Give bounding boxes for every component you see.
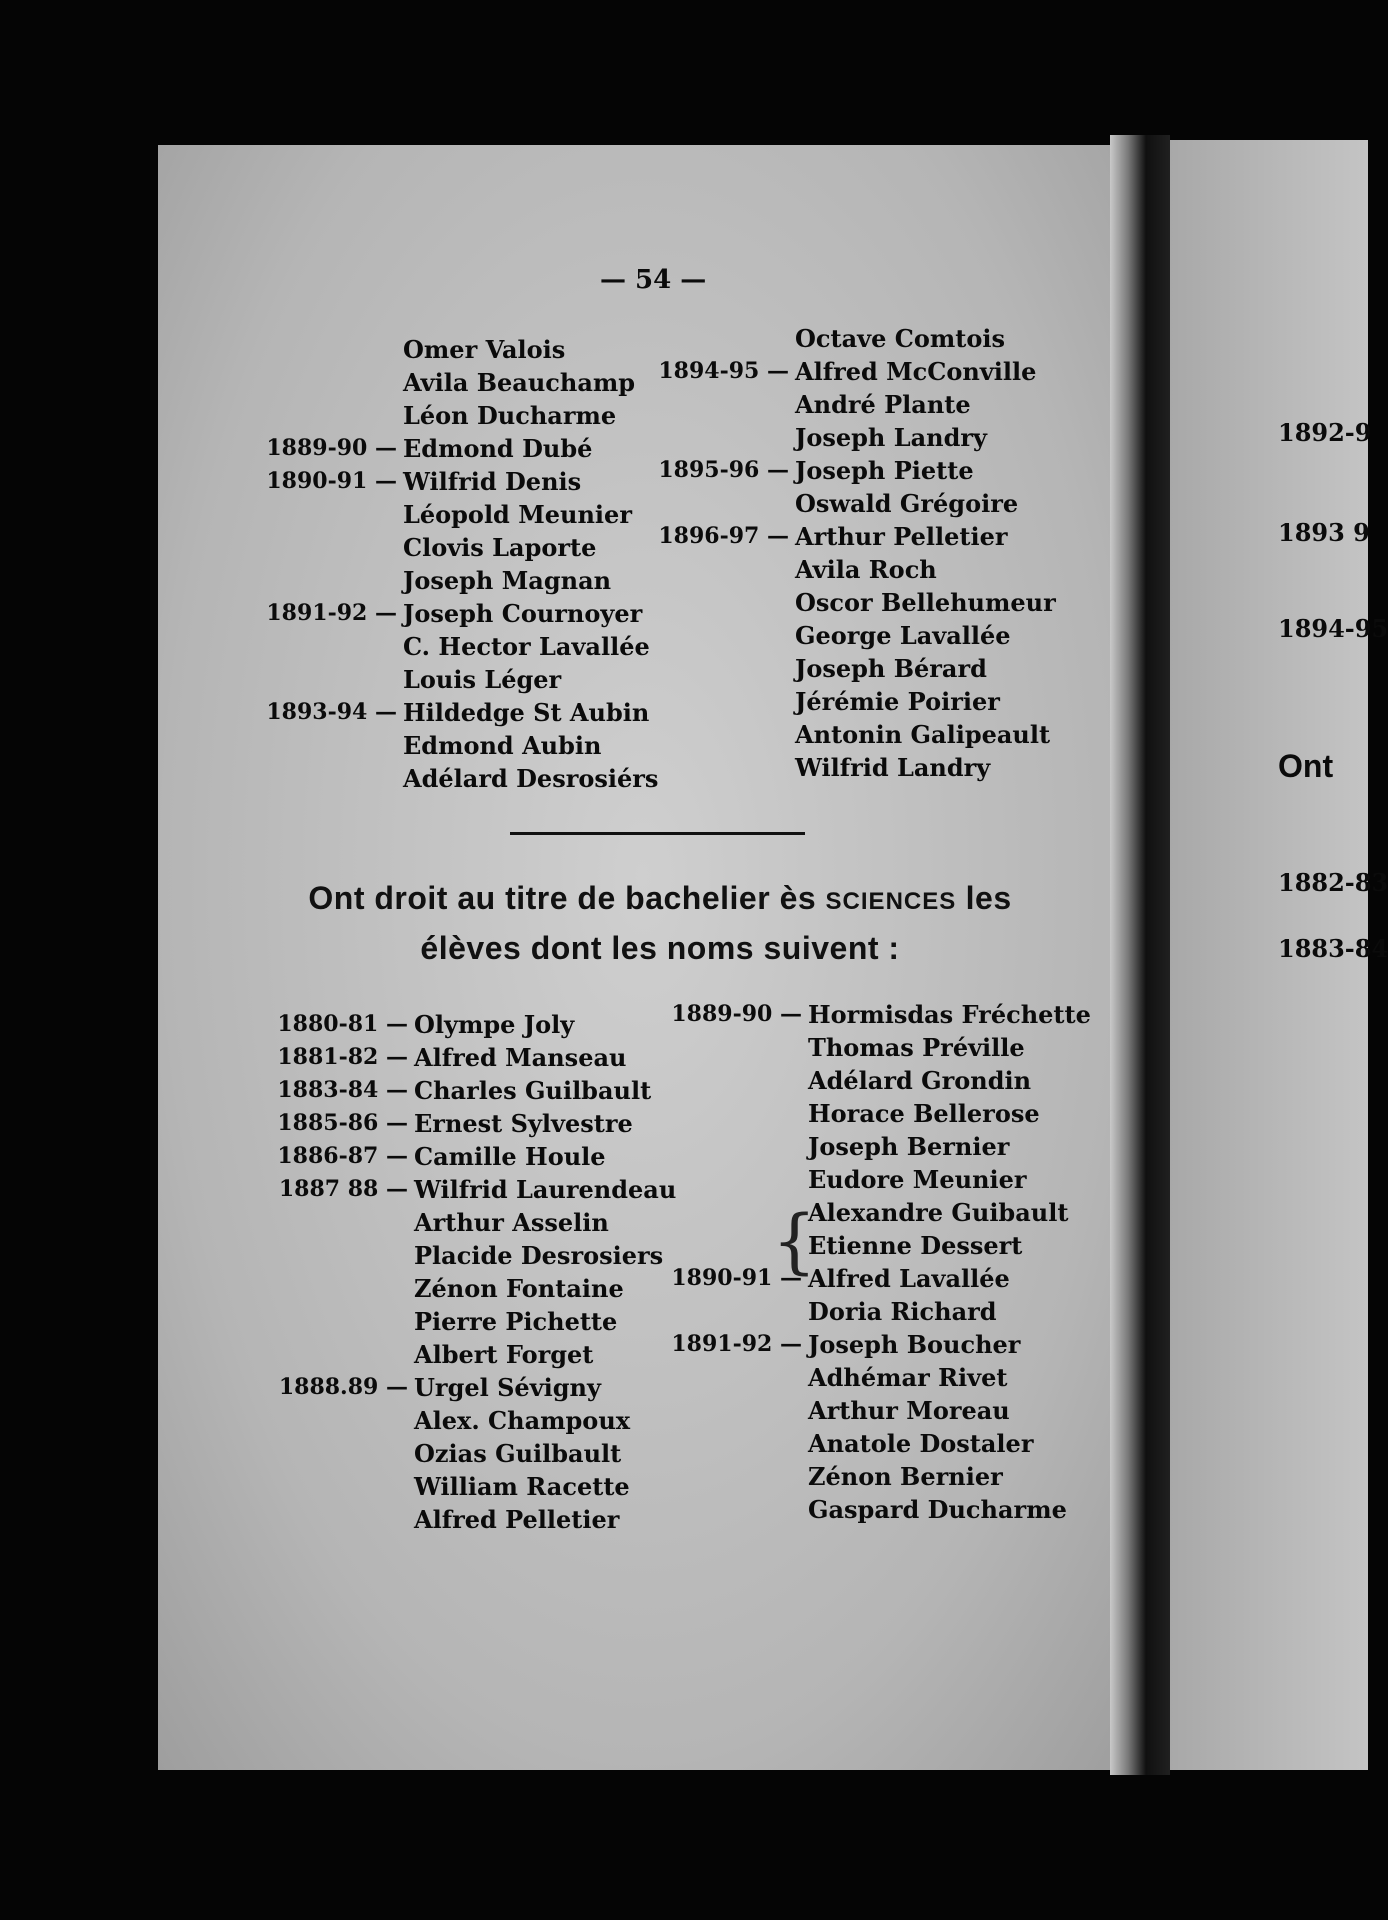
student-name: Alfred Pelletier: [414, 1505, 620, 1534]
year-label: 1895-96 —: [658, 457, 789, 483]
student-name: Charles Guilbault: [414, 1076, 652, 1105]
facing-fragment-3: 1894-95: [1278, 614, 1388, 643]
student-name: Joseph Piette: [795, 456, 974, 485]
student-name: Joseph Landry: [795, 423, 987, 452]
student-name: Urgel Sévigny: [414, 1373, 601, 1402]
year-label: 1894-95 —: [658, 358, 789, 384]
year-label: 1893-94 —: [266, 699, 397, 725]
year-label: 1888.89 —: [278, 1374, 408, 1400]
student-name: Antonin Galipeault: [795, 720, 1051, 749]
student-name: Hildedge St Aubin: [403, 698, 650, 727]
student-name: Eudore Meunier: [808, 1165, 1027, 1194]
facing-fragment-1: 1892-9: [1278, 418, 1372, 447]
student-name: Anatole Dostaler: [808, 1429, 1034, 1458]
student-name: Joseph Boucher: [808, 1330, 1021, 1359]
student-name: Gaspard Ducharme: [808, 1495, 1067, 1524]
student-name: Joseph Cournoyer: [403, 599, 643, 628]
heading-line1-before: Ont droit au titre de bachelier ès: [308, 880, 826, 916]
student-name: Olympe Joly: [414, 1010, 575, 1039]
section-heading-line2: [240, 930, 1080, 967]
student-name: Adélard Desrosiérs: [403, 764, 659, 793]
student-name: George Lavallée: [795, 621, 1011, 650]
page-number: — 54 —: [600, 265, 707, 295]
facing-fragment-5: 1882-83: [1278, 868, 1388, 897]
student-name: Horace Bellerose: [808, 1099, 1040, 1128]
student-name: Ozias Guilbault: [414, 1439, 622, 1468]
student-name: Léon Ducharme: [403, 401, 617, 430]
student-name: William Racette: [414, 1472, 630, 1501]
year-label: 1896-97 —: [658, 523, 789, 549]
student-name: Omer Valois: [403, 335, 566, 364]
student-name: Oscor Bellehumeur: [795, 588, 1056, 617]
student-name: André Plante: [795, 390, 971, 419]
student-name: Arthur Moreau: [808, 1396, 1010, 1425]
student-name: Thomas Préville: [808, 1033, 1025, 1062]
student-name: Alexandre Guibault: [808, 1198, 1069, 1227]
student-name: Clovis Laporte: [403, 533, 597, 562]
heading-smallcaps: SCIENCES: [825, 888, 957, 915]
year-label: 1889-90 —: [671, 1001, 802, 1027]
year-label: 1891-92 —: [266, 600, 397, 626]
student-name: Louis Léger: [403, 665, 562, 694]
year-label: 1890-91 —: [266, 468, 397, 494]
student-name: C. Hector Lavallée: [403, 632, 650, 661]
student-name: Joseph Magnan: [403, 566, 612, 595]
student-name: Wilfrid Landry: [795, 753, 991, 782]
facing-fragment-2: 1893 9: [1278, 518, 1370, 547]
student-name: Avila Roch: [795, 555, 937, 584]
student-name: Alfred Manseau: [414, 1043, 627, 1072]
year-label: 1885-86 —: [277, 1110, 408, 1136]
student-name: Alex. Champoux: [414, 1406, 631, 1435]
section-heading: [240, 880, 1080, 917]
student-name: Hormisdas Fréchette: [808, 1000, 1091, 1029]
year-label: 1890-91 —: [671, 1265, 802, 1291]
student-name: Oswald Grégoire: [795, 489, 1019, 518]
section-divider: [510, 832, 805, 835]
student-name: Zénon Fontaine: [414, 1274, 624, 1303]
heading-line2: élèves dont les noms suivent :: [420, 930, 900, 966]
year-label: 1883-84 —: [277, 1077, 408, 1103]
student-name: Alfred McConville: [795, 357, 1037, 386]
student-name: Placide Desrosiers: [414, 1241, 664, 1270]
student-name: Edmond Dubé: [403, 434, 593, 463]
year-label: 1889-90 —: [266, 435, 397, 461]
student-name: Alfred Lavallée: [808, 1264, 1010, 1293]
student-name: Doria Richard: [808, 1297, 997, 1326]
heading-line1-after: les: [956, 880, 1012, 916]
student-name: Adhémar Rivet: [808, 1363, 1008, 1392]
year-label: 1887 88 —: [278, 1176, 408, 1202]
student-name: Ernest Sylvestre: [414, 1109, 633, 1138]
student-name: Wilfrid Laurendeau: [414, 1175, 677, 1204]
student-name: Octave Comtois: [795, 324, 1005, 353]
handwritten-brace: {: [772, 1200, 817, 1282]
student-name: Zénon Bernier: [808, 1462, 1003, 1491]
year-label: 1880-81 —: [277, 1011, 408, 1037]
student-name: Albert Forget: [414, 1340, 594, 1369]
student-name: Arthur Asselin: [414, 1208, 609, 1237]
student-name: Joseph Bernier: [808, 1132, 1010, 1161]
year-label: 1891-92 —: [671, 1331, 802, 1357]
book-gutter: [1110, 135, 1170, 1775]
facing-fragment-6: 1883-84: [1278, 934, 1388, 963]
student-name: Wilfrid Denis: [403, 467, 582, 496]
student-name: Jérémie Poirier: [795, 687, 1000, 716]
student-name: Joseph Bérard: [795, 654, 987, 683]
facing-fragment-4: Ont: [1278, 748, 1334, 784]
student-name: Pierre Pichette: [414, 1307, 618, 1336]
student-name: Léopold Meunier: [403, 500, 632, 529]
year-label: 1886-87 —: [277, 1143, 408, 1169]
student-name: Camille Houle: [414, 1142, 606, 1171]
student-name: Arthur Pelletier: [795, 522, 1008, 551]
student-name: Edmond Aubin: [403, 731, 602, 760]
student-name: Avila Beauchamp: [403, 368, 636, 397]
student-name: Etienne Dessert: [808, 1231, 1023, 1260]
year-label: 1881-82 —: [277, 1044, 408, 1070]
student-name: Adélard Grondin: [808, 1066, 1032, 1095]
